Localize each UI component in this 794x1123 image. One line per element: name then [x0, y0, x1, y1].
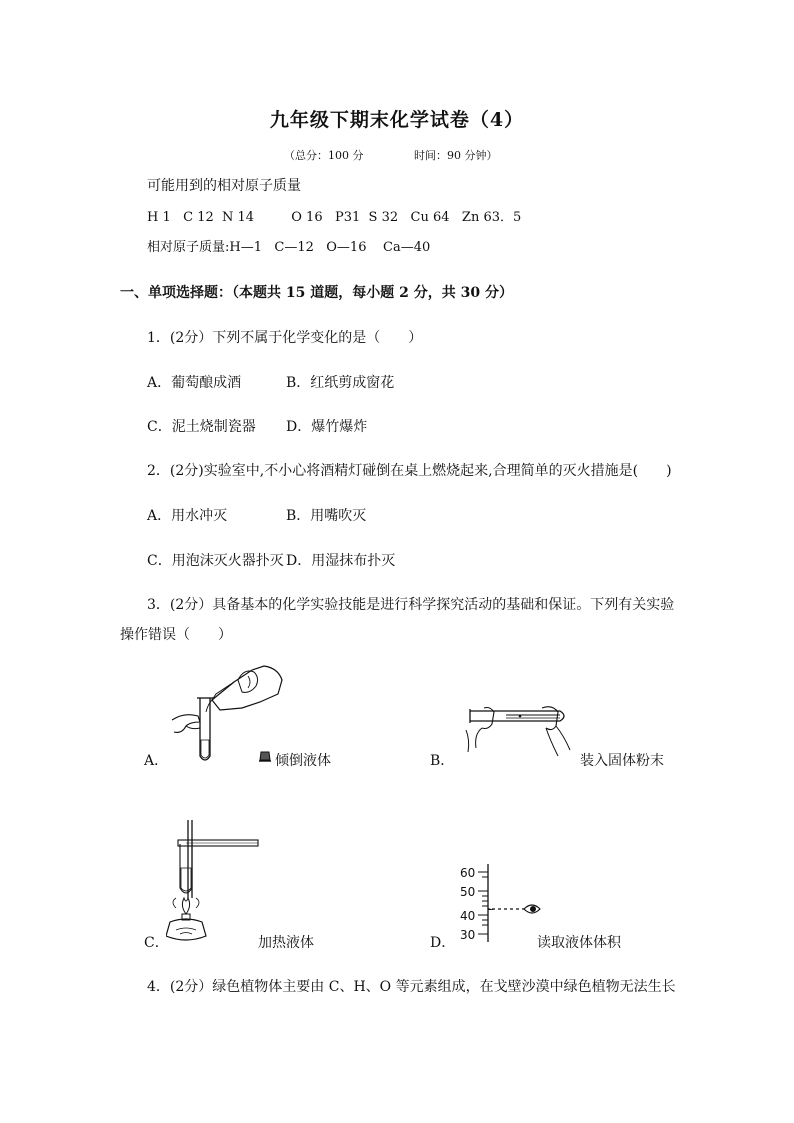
heating-liquid-figure — [166, 818, 262, 948]
question-2-stem: 2．(2分)实验室中,不小心将酒精灯碰倒在桌上燃烧起来,合理简单的灭火措施是( ) — [147, 463, 672, 479]
bottle-cap-icon — [258, 749, 272, 763]
question-3-option-b-letter: B． — [430, 753, 455, 769]
question-3-option-a-caption: 倾倒液体 — [275, 753, 331, 769]
time-info: 时间：90 分钟） — [414, 149, 498, 162]
question-1-option-d: D．爆竹爆炸 — [286, 419, 368, 435]
question-1-option-c: C．泥土烧制瓷器 — [147, 419, 256, 435]
score-info: （总分：100 分 — [284, 149, 364, 162]
question-3-option-a-letter: A． — [144, 753, 169, 769]
question-1-option-b: B．红纸剪成窗花 — [286, 375, 395, 391]
question-4-stem: 4．(2分）绿色植物体主要由 C、H、O 等元素组成，在戈壁沙漠中绿色植物无法生长 — [147, 979, 676, 995]
question-2-option-d: D．用湿抹布扑灭 — [286, 553, 396, 569]
question-1-stem: 1．(2分）下列不属于化学变化的是（ ） — [147, 330, 423, 346]
page-title: 九年级下期末化学试卷（4） — [269, 109, 525, 131]
cylinder-mark-40: 40 — [460, 909, 476, 923]
atomic-mass-line-2: 相对原子质量:H—1 C—12 O—16 Ca—40 — [147, 240, 431, 255]
atomic-mass-intro: 可能用到的相对原子质量 — [147, 178, 301, 194]
question-3-option-b-caption: 装入固体粉末 — [580, 753, 664, 769]
cylinder-mark-30: 30 — [460, 928, 476, 942]
powder-loading-figure — [460, 700, 580, 762]
question-2-option-c: C．用泡沫灭火器扑灭 — [147, 553, 284, 569]
question-3-stem-line-1: 3．(2分）具备基本的化学实验技能是进行科学探究活动的基础和保证。下列有关实验 — [147, 597, 675, 613]
question-3-option-d-caption: 读取液体体积 — [537, 935, 621, 951]
question-1-option-a: A．葡萄酿成酒 — [147, 375, 242, 391]
question-3-option-c-caption: 加热液体 — [258, 935, 314, 951]
cylinder-mark-60: 60 — [460, 866, 476, 880]
atomic-mass-line-1: H 1 C 12 N 14 O 16 P31 S 32 Cu 64 Zn 63．5 — [147, 210, 522, 225]
cylinder-mark-50: 50 — [460, 885, 476, 899]
eye-icon — [522, 901, 542, 917]
question-3-option-c-letter: C． — [144, 935, 169, 951]
question-3-option-d-letter: D． — [430, 935, 456, 951]
question-2-option-a: A．用水冲灭 — [147, 508, 228, 524]
section-heading: 一、单项选择题：（本题共 15 道题，每小题 2 分，共 30 分） — [120, 285, 513, 301]
question-2-option-b: B．用嘴吹灭 — [286, 508, 367, 524]
question-3-stem-line-2: 操作错误（ ） — [120, 627, 232, 643]
